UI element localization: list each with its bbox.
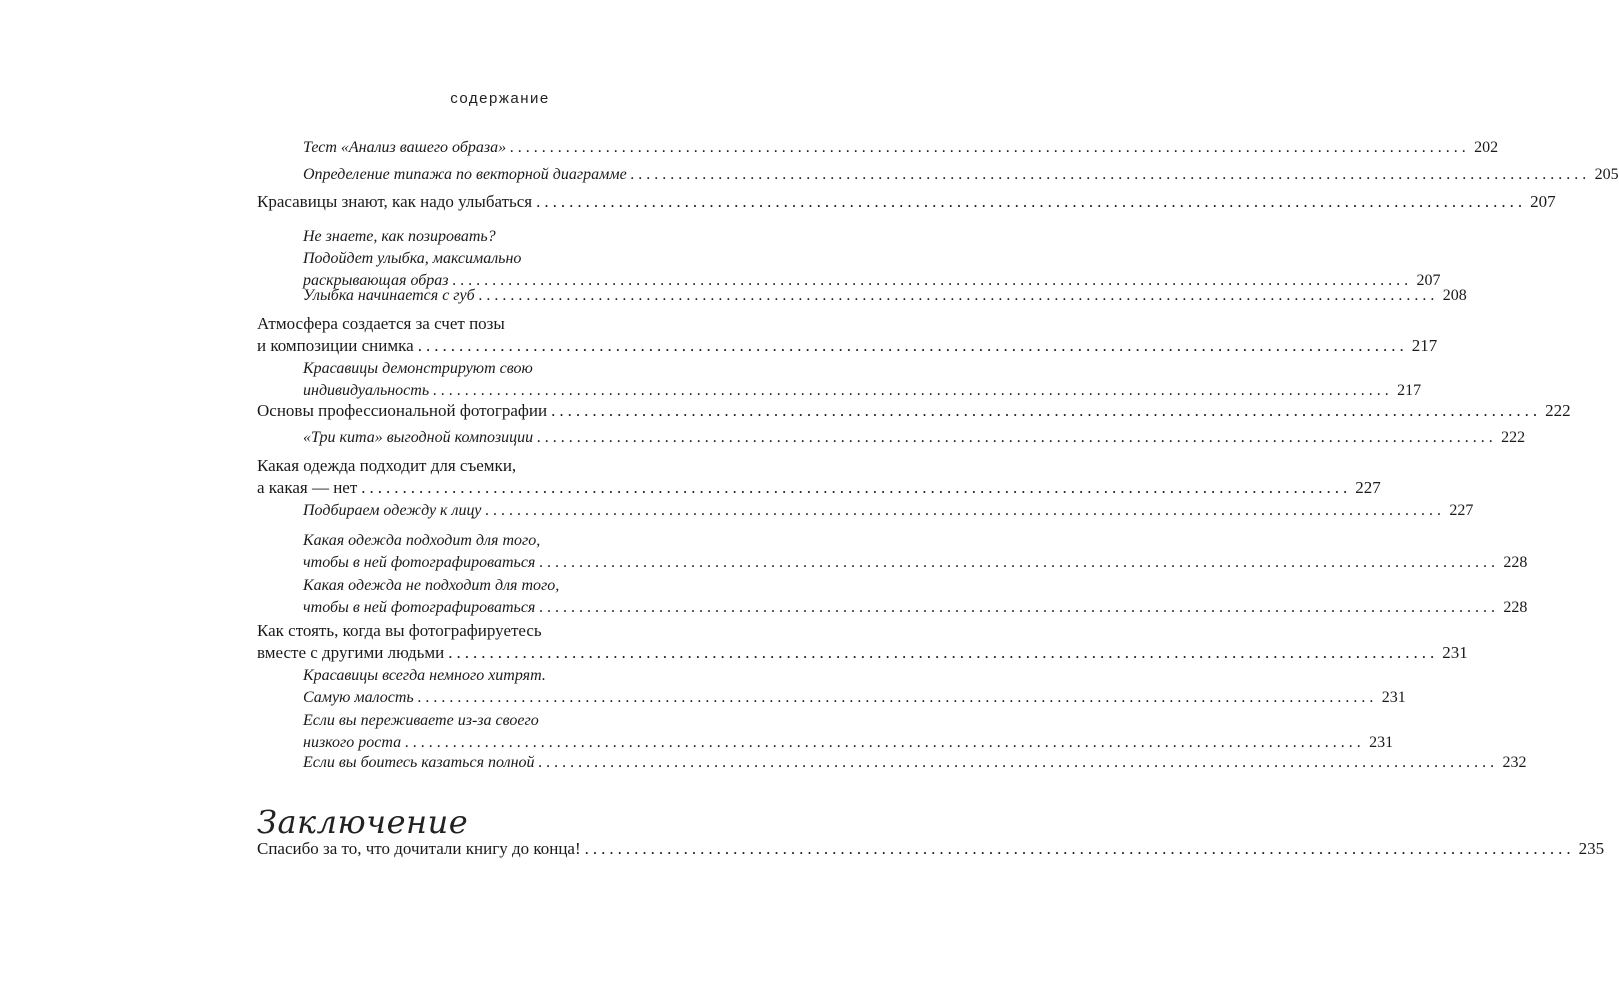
toc-entry-title: низкого роста	[303, 734, 402, 751]
toc-entry[interactable]	[257, 620, 1468, 664]
toc-entry-line	[303, 500, 1474, 522]
toc-entry-line	[303, 248, 697, 270]
toc-entry[interactable]	[303, 285, 1467, 307]
toc-page-number: 222	[1501, 429, 1526, 446]
leader-dots: ........................................................................................................................	[538, 754, 1499, 771]
toc-page-number: 228	[1503, 599, 1528, 616]
toc-page-number: 227	[1355, 478, 1381, 497]
toc-entry-line	[303, 552, 1528, 574]
toc-entry-title: Не знаете, как позировать?	[303, 228, 496, 245]
leader-dots: ........................................................................................................................	[417, 336, 1408, 355]
toc-entry-line	[303, 226, 697, 248]
toc-page-number: 202	[1474, 139, 1499, 156]
leader-dots: ........................................................................................................................	[478, 287, 1439, 304]
toc-entry-title: чтобы в ней фотографироваться	[303, 599, 536, 616]
toc-page-number: 232	[1502, 754, 1527, 771]
toc-entry-line	[303, 752, 1527, 774]
conclusion-heading: Заключение	[257, 803, 469, 841]
toc-entry-line	[303, 530, 697, 552]
toc-entry-title: а какая — нет	[257, 478, 358, 497]
leader-dots: ........................................................................................................................	[485, 502, 1446, 519]
leader-dots: ........................................................................................................................	[630, 166, 1591, 183]
toc-entry[interactable]	[257, 455, 1381, 499]
toc-entry-title: Какая одежда подходит для съемки,	[257, 456, 517, 475]
toc-page-number: 207	[1530, 192, 1556, 211]
toc-entry-title: и композиции снимка	[257, 336, 414, 355]
toc-entry-line	[303, 597, 1528, 619]
toc-entry-title: вместе с другими людьми	[257, 643, 445, 662]
toc-entry-title: Самую малость	[303, 689, 414, 706]
toc-entry-line	[303, 164, 1619, 186]
toc-entry-title: чтобы в ней фотографироваться	[303, 554, 536, 571]
leader-dots: ........................................................................................................................	[584, 839, 1575, 858]
toc-entry[interactable]	[303, 427, 1526, 449]
toc-page-number: 222	[1545, 401, 1571, 420]
toc-entry-line	[257, 838, 1605, 860]
toc-entry[interactable]	[303, 752, 1527, 774]
toc-entry-line	[257, 191, 1556, 213]
toc-entry-line	[257, 642, 1468, 664]
toc-entry-line	[303, 732, 1394, 754]
toc-entry-line	[303, 427, 1526, 449]
toc-entry-title: Атмосфера создается за счет позы	[257, 314, 505, 333]
toc-page-number: 208	[1442, 287, 1467, 304]
leader-dots: ........................................................................................................................	[539, 599, 1500, 616]
leader-dots: ........................................................................................................................	[448, 643, 1439, 662]
toc-entry-title: Спасибо за то, что дочитали книгу до конца!	[257, 839, 581, 858]
toc-entry-title: Красавицы демонстрируют свою	[303, 360, 533, 377]
toc-entry-title: Подойдет улыбка, максимально	[303, 250, 522, 267]
toc-entry-title: Основы профессиональной фотографии	[257, 401, 548, 420]
toc-entry-title: раскрывающая образ	[303, 272, 449, 289]
leader-dots: ........................................................................................................................	[536, 192, 1527, 211]
toc-entry[interactable]	[303, 665, 1406, 709]
toc-entry[interactable]	[257, 191, 1556, 213]
toc-entry[interactable]	[257, 313, 1438, 357]
running-header: содержание	[450, 90, 550, 107]
leader-dots: ........................................................................................................................	[405, 734, 1366, 751]
toc-entry-line	[303, 380, 1422, 402]
leader-dots: ........................................................................................................................	[510, 139, 1471, 156]
toc-page-number: 207	[1416, 272, 1441, 289]
toc-entry-title: Если вы переживаете из-за своего	[303, 712, 539, 729]
leader-dots: ........................................................................................................................	[537, 429, 1498, 446]
toc-entry-title: Если вы боитесь казаться полной	[303, 754, 535, 771]
toc-entry-line	[303, 285, 1467, 307]
toc-entry[interactable]	[303, 226, 1441, 292]
toc-page-number: 217	[1411, 336, 1438, 355]
toc-entry-line	[257, 400, 1571, 422]
toc-entry-title: Тест «Анализ вашего образа»	[303, 139, 507, 156]
toc-entry[interactable]	[303, 164, 1619, 186]
toc-entry-line	[303, 665, 697, 687]
toc-entry-title: Какая одежда подходит для того,	[303, 532, 541, 549]
toc-entry-title: Как стоять, когда вы фотографируетесь	[257, 621, 542, 640]
toc-entry-title: Подбираем одежду к лицу	[303, 502, 482, 519]
toc-entry-title: индивидуальность	[303, 382, 430, 399]
toc-entry[interactable]	[303, 358, 1422, 402]
toc-entry-line	[257, 335, 1438, 357]
toc-entry-title: Красавицы всегда немного хитрят.	[303, 667, 546, 684]
toc-entry[interactable]	[303, 710, 1394, 754]
toc-entry-line	[303, 358, 697, 380]
toc-entry[interactable]	[303, 137, 1499, 159]
toc-page-number: 231	[1369, 734, 1394, 751]
toc-entry-line	[257, 313, 697, 335]
toc-entry[interactable]	[303, 530, 1528, 574]
toc-entry[interactable]	[257, 838, 1605, 860]
toc-entry[interactable]	[303, 575, 1528, 619]
toc-page-number: 235	[1578, 839, 1605, 858]
toc-entry-line	[257, 477, 1381, 499]
toc-entry-line	[303, 710, 697, 732]
toc-entry-line	[257, 620, 697, 642]
toc-entry[interactable]	[257, 400, 1571, 422]
leader-dots: ........................................................................................................................	[417, 689, 1378, 706]
toc-entry-line	[303, 687, 1406, 709]
leader-dots: ........................................................................................................................	[539, 554, 1500, 571]
toc-page-number: 231	[1381, 689, 1406, 706]
leader-dots: ........................................................................................................................	[551, 401, 1542, 420]
toc-entry-title: Улыбка начинается с губ	[303, 287, 475, 304]
leader-dots: ........................................................................................................................	[452, 272, 1413, 289]
toc-entry[interactable]	[303, 500, 1474, 522]
toc-page-number: 227	[1449, 502, 1474, 519]
toc-entry-line	[303, 575, 697, 597]
toc-page-number: 205	[1594, 166, 1619, 183]
toc-page-number: 231	[1442, 643, 1468, 662]
leader-dots: ........................................................................................................................	[433, 382, 1394, 399]
toc-page-number: 228	[1503, 554, 1528, 571]
toc-entry-line	[303, 137, 1499, 159]
toc-page-number: 217	[1397, 382, 1422, 399]
leader-dots: ........................................................................................................................	[361, 478, 1352, 497]
toc-entry-line	[257, 455, 697, 477]
toc-entry-title: Красавицы знают, как надо улыбаться	[257, 192, 533, 211]
toc-entry-title: Какая одежда не подходит для того,	[303, 577, 560, 594]
toc-entry-title: Определение типажа по векторной диаграмме	[303, 166, 627, 183]
toc-entry-title: «Три кита» выгодной композиции	[303, 429, 534, 446]
